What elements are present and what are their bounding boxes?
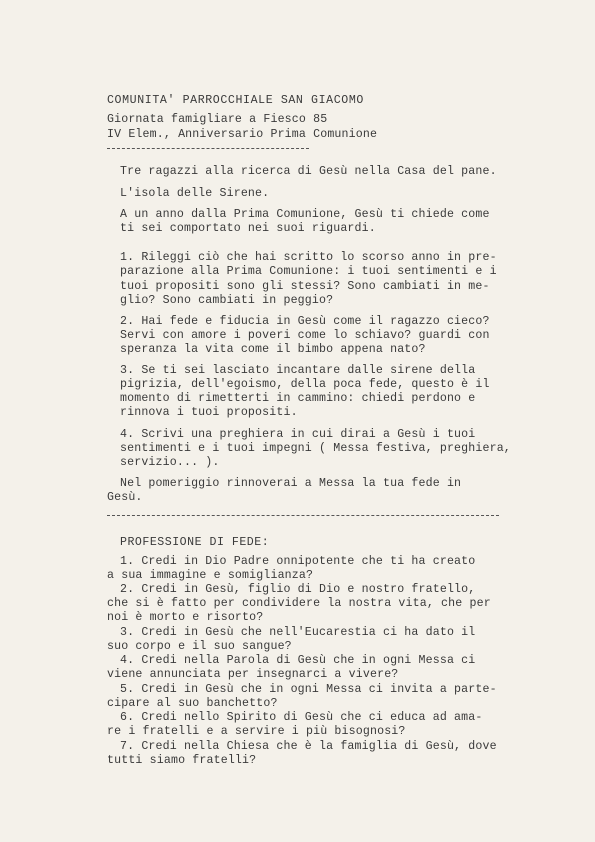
intro-lead-line: A un anno dalla Prima Comunione, Gesù ti chiede come <box>120 208 490 221</box>
profession-heading: PROFESSIONE DI FEDE: <box>120 536 270 549</box>
profession-line: suo corpo e il suo sangue? <box>107 640 292 653</box>
profession-line: 5. Credi in Gesù che in ogni Messa ci invita a parte- <box>120 683 497 696</box>
question-3-line: momento di rimetterti in cammino: chiedi perdono e <box>120 392 476 405</box>
intro-lead-line: ti sei comportato nei suoi riguardi. <box>120 222 376 235</box>
profession-line: 2. Credi in Gesù, figlio di Dio e nostro fratello, <box>120 583 476 596</box>
profession-line: a sua immagine e somiglianza? <box>107 569 314 582</box>
header-divider <box>107 148 309 149</box>
profession-line: 6. Credi nello Spirito di Gesù che ci educa ad ama- <box>120 711 483 724</box>
question-4-line: 4. Scrivi una preghiera in cui dirai a Gesù i tuoi <box>120 428 476 441</box>
class-line: IV Elem., Anniversario Prima Comunione <box>107 128 378 141</box>
question-3-line: rinnova i tuoi propositi. <box>120 406 298 419</box>
closing-line: Nel pomeriggio rinnoverai a Messa la tua fede in <box>120 477 462 490</box>
question-2-line: 2. Hai fede e fiducia in Gesù come il ragazzo cieco? <box>120 315 490 328</box>
intro-title: Tre ragazzi alla ricerca di Gesù nella Casa del pane. <box>120 165 497 178</box>
question-3-line: pigrizia, dell'egoismo, della poca fede, questo è il <box>120 378 490 391</box>
question-3-line: 3. Se ti sei lasciato incantare dalle sirene della <box>120 364 476 377</box>
profession-line: tutti siamo fratelli? <box>107 754 257 767</box>
parish-header: COMUNITA' PARROCCHIALE SAN GIACOMO <box>107 94 364 107</box>
profession-line: cipare al suo banchetto? <box>107 697 278 710</box>
profession-line: 1. Credi in Dio Padre onnipotente che ti ha creato <box>120 555 476 568</box>
question-1-line: glio? Sono cambiati in peggio? <box>120 294 334 307</box>
profession-line: 7. Credi nella Chiesa che è la famiglia di Gesù, dove <box>120 740 497 753</box>
question-4-line: sentimenti e i tuoi impegni ( Messa festiva, preghiera, <box>120 442 511 455</box>
question-1-line: 1. Rileggi ciò che hai scritto lo scorso anno in pre- <box>120 251 497 264</box>
event-line: Giornata famigliare a Fiesco 85 <box>107 113 328 126</box>
question-4-line: servizio... ). <box>120 456 220 469</box>
profession-line: 3. Credi in Gesù che nell'Eucarestia ci ha dato il <box>120 626 476 639</box>
profession-line: che si è fatto per condividere la nostra vita, che per <box>107 597 491 610</box>
question-1-line: parazione alla Prima Comunione: i tuoi sentimenti e i <box>120 265 497 278</box>
closing-line: Gesù. <box>107 491 143 504</box>
profession-line: noi è morto e risorto? <box>107 611 264 624</box>
section-divider <box>107 515 499 516</box>
question-2-line: Servi con amore i poveri come lo schiavo? guardi con <box>120 329 490 342</box>
profession-line: 4. Credi nella Parola di Gesù che in ogni Messa ci <box>120 654 476 667</box>
question-2-line: speranza la vita come il bimbo appena nato? <box>120 343 426 356</box>
question-1-line: tuoi propositi sono gli stessi? Sono cambiati in me- <box>120 280 490 293</box>
profession-line: viene annunciata per insegnarci a vivere? <box>107 668 399 681</box>
profession-line: re i fratelli e a servire i più bisognosi? <box>107 725 406 738</box>
intro-subtitle: L'isola delle Sirene. <box>120 187 270 200</box>
